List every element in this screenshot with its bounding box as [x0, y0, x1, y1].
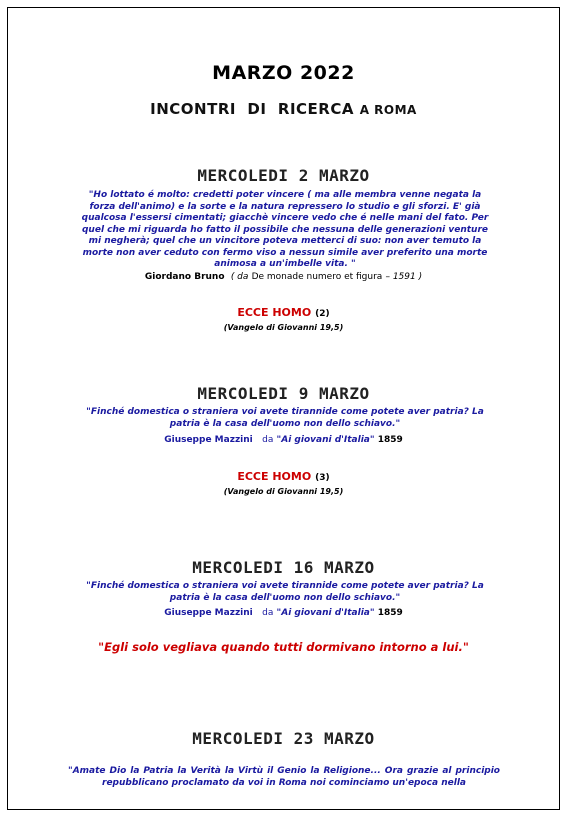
author-name: Giordano Bruno	[144, 272, 225, 282]
author-da: da	[262, 435, 274, 445]
ecce-homo-heading	[8, 306, 559, 319]
section-date: MERCOLEDI 16 MARZO	[192, 558, 375, 577]
quote-author	[8, 435, 559, 445]
highlight-quote: "Egli solo vegliava quando tutti dormivano intorno a lui."	[98, 640, 469, 654]
subtitle-main: INCONTRI DI RICERCA	[150, 100, 354, 118]
ecce-homo-number: (2)	[315, 309, 330, 319]
author-year: 1859	[377, 435, 403, 445]
author-name: Giuseppe Mazzini	[164, 435, 253, 445]
section-date: MERCOLEDI 23 MARZO	[192, 729, 375, 748]
author-source-suffix: – 1591 )	[385, 272, 423, 282]
quote-author	[8, 272, 559, 282]
page-subtitle	[8, 100, 559, 118]
page-title: MARZO 2022	[212, 62, 355, 84]
author-source-title: De monade numero et figura	[251, 272, 383, 282]
section-quote: "Ho lottato é molto: credetti poter vincere ( ma alle membra venne negata la forza dell'animo) e la sorte e la natura repressero lo studio e gli sforzi. E' già qualcosa l'essersi cimentati; giacchè vincere vedo che é nelle mani del fato. Per quel che mi riguarda ho fatto il possibile che nessuna delle generazioni venture mi negherà; quel che un vincitore poteva metterci di suo: non aver temuto la morte non aver ceduto con fermo viso a nessun simile aver preferito una morte animosa a un'imbelle vita. "	[81, 190, 489, 269]
subtitle-small: A ROMA	[359, 103, 417, 117]
section-quote: "Finché domestica o straniera voi avete tirannide come potete aver patria? La patria è la casa dell'uomo non dello schiavo."	[86, 407, 484, 429]
ecce-homo-label: ECCE HOMO	[237, 470, 312, 483]
author-work: "Ai giovani d'Italia"	[276, 435, 375, 445]
section-date: MERCOLEDI 9 MARZO	[197, 384, 370, 403]
vangelo-reference: (Vangelo di Giovanni 19,5)	[223, 323, 344, 332]
section-date: MERCOLEDI 2 MARZO	[197, 166, 370, 185]
author-year: 1859	[377, 608, 403, 618]
quote-author	[8, 608, 559, 618]
section-quote: "Finché domestica o straniera voi avete tirannide come potete aver patria? La patria è la casa dell'uomo non dello schiavo."	[86, 581, 484, 603]
vangelo-reference: (Vangelo di Giovanni 19,5)	[223, 487, 344, 496]
document-page	[7, 7, 560, 810]
section-quote: "Amate Dio la Patria la Verità la Virtù il Genio la Religione... Ora grazie al principio repubblicano proclamato da voi in Roma noi cominciamo un'epoca nella	[68, 766, 500, 788]
ecce-homo-number: (3)	[315, 473, 330, 483]
author-work: "Ai giovani d'Italia"	[276, 608, 375, 618]
ecce-homo-label: ECCE HOMO	[237, 306, 312, 319]
ecce-homo-heading	[8, 470, 559, 483]
author-name: Giuseppe Mazzini	[164, 608, 253, 618]
author-source-prefix: ( da	[230, 272, 249, 282]
author-da: da	[262, 608, 274, 618]
